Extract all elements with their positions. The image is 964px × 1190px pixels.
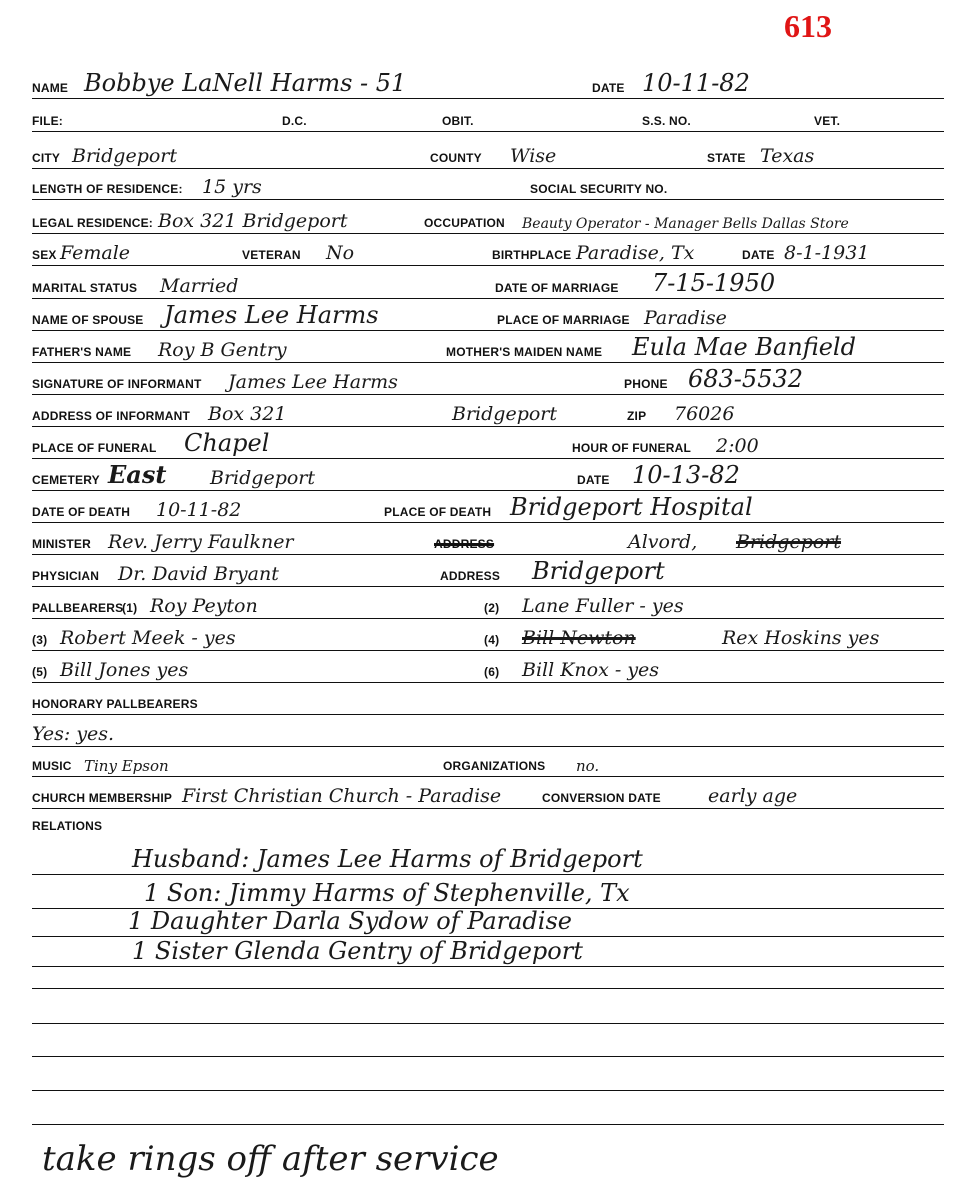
relation-entry: 1 Daughter Darla Sydow of Paradise	[128, 907, 572, 935]
date-of-death-value: 10-11-82	[156, 499, 242, 521]
pallbearer-5-label: (5)	[32, 665, 48, 679]
obit-label: OBIT.	[442, 114, 474, 128]
county-label: COUNTY	[430, 151, 482, 165]
birthplace-value: Paradise, Tx	[576, 242, 695, 264]
pallbearer-2-value: Lane Fuller - yes	[522, 595, 684, 617]
pallbearers-label: PALLBEARERS	[32, 601, 124, 615]
legal-residence-label: LEGAL RESIDENCE:	[32, 216, 153, 230]
date-label: DATE	[592, 81, 625, 95]
mothers-maiden-name-label: MOTHER'S MAIDEN NAME	[446, 345, 603, 359]
length-of-residence-value: 15 yrs	[202, 176, 262, 198]
birth-date-label: DATE	[742, 248, 775, 262]
physician-value: Dr. David Bryant	[118, 563, 279, 585]
conversion-date-label: CONVERSION DATE	[542, 791, 661, 805]
footer-note-row	[32, 1130, 944, 1180]
sex-row	[32, 237, 944, 266]
pallbearer-2-label: (2)	[484, 601, 500, 615]
minister-address-struck: Bridgeport	[736, 531, 842, 553]
page-number: 613	[784, 8, 832, 44]
cemetery-label: CEMETERY	[32, 473, 100, 487]
honorary-pallbearers-value-row	[32, 718, 944, 747]
place-of-funeral-label: PLACE OF FUNERAL	[32, 441, 157, 455]
blank-line	[32, 1062, 944, 1091]
church-row	[32, 780, 944, 809]
sex-label: SEX	[32, 248, 57, 262]
state-value: Texas	[760, 145, 815, 167]
relations-label: RELATIONS	[32, 819, 103, 833]
hour-of-funeral-label: HOUR OF FUNERAL	[572, 441, 691, 455]
length-of-residence-label: LENGTH OF RESIDENCE:	[32, 182, 183, 196]
music-label: MUSIC	[32, 759, 72, 773]
sex-value: Female	[60, 242, 131, 264]
organizations-label: ORGANIZATIONS	[443, 759, 546, 773]
physician-address-value: Bridgeport	[532, 557, 665, 585]
parents-row	[32, 334, 944, 363]
place-of-marriage-label: PLACE OF MARRIAGE	[497, 313, 630, 327]
place-of-death-label: PLACE OF DEATH	[384, 505, 492, 519]
blank-line	[32, 1096, 944, 1125]
pallbearers-row-3	[32, 654, 944, 683]
phone-value: 683-5532	[688, 365, 803, 393]
relation-entry: Husband: James Lee Harms of Bridgeport	[132, 845, 643, 873]
relation-line-2	[32, 878, 944, 909]
relations-row	[32, 808, 944, 836]
honorary-pallbearers-label: HONORARY PALLBEARERS	[32, 697, 198, 711]
church-membership-label: CHURCH MEMBERSHIP	[32, 791, 173, 805]
marital-row	[32, 270, 944, 299]
cemetery-date-label: DATE	[577, 473, 610, 487]
zip-value: 76026	[674, 403, 735, 425]
name-row	[32, 70, 944, 99]
state-label: STATE	[707, 151, 746, 165]
veteran-label: VETERAN	[242, 248, 301, 262]
pallbearer-6-label: (6)	[484, 665, 500, 679]
organizations-value: no.	[576, 757, 600, 775]
funeral-row	[32, 430, 944, 459]
place-of-death-value: Bridgeport Hospital	[510, 493, 753, 521]
name-of-spouse-value: James Lee Harms	[164, 301, 379, 329]
relation-line-3	[32, 908, 944, 937]
pallbearer-1-value: Roy Peyton	[150, 595, 258, 617]
date-of-death-label: DATE OF DEATH	[32, 505, 131, 519]
minister-address-label: ADDRESS	[434, 537, 495, 551]
informant-address-row	[32, 398, 944, 427]
minister-label: MINISTER	[32, 537, 91, 551]
cemetery-date-value: 10-13-82	[632, 461, 740, 489]
pallbearer-4-value: Rex Hoskins yes	[722, 627, 880, 649]
cemetery-row	[32, 462, 944, 491]
marital-status-label: MARITAL STATUS	[32, 281, 138, 295]
fathers-name-label: FATHER'S NAME	[32, 345, 132, 359]
church-membership-value: First Christian Church - Paradise	[182, 785, 502, 807]
music-value: Tiny Epson	[84, 757, 169, 775]
blank-line	[32, 1028, 944, 1057]
county-value: Wise	[510, 145, 557, 167]
birthplace-label: BIRTHPLACE	[492, 248, 572, 262]
pallbearer-3-label: (3)	[32, 633, 48, 647]
honorary-pallbearers-row	[32, 686, 944, 715]
signature-of-informant-value: James Lee Harms	[228, 371, 398, 393]
spouse-row	[32, 302, 944, 331]
minister-value: Rev. Jerry Faulkner	[108, 531, 294, 553]
legal-residence-value: Box 321 Bridgeport	[158, 210, 348, 232]
pallbearers-row-2	[32, 622, 944, 651]
address-of-informant-city: Bridgeport	[452, 403, 558, 425]
address-of-informant-label: ADDRESS OF INFORMANT	[32, 409, 190, 423]
social-security-label: SOCIAL SECURITY NO.	[530, 182, 668, 196]
birth-date-value: 8-1-1931	[784, 242, 870, 264]
occupation-value: Beauty Operator - Manager Bells Dallas Store	[522, 216, 849, 232]
pallbearer-6-value: Bill Knox - yes	[522, 659, 660, 681]
address-of-informant-box: Box 321	[208, 403, 287, 425]
veteran-value: No	[326, 242, 355, 264]
vet-label: VET.	[814, 114, 841, 128]
legal-residence-row	[32, 205, 944, 234]
relation-line-1	[32, 844, 944, 875]
pallbearer-4-label: (4)	[484, 633, 500, 647]
file-label: FILE:	[32, 114, 63, 128]
informant-row	[32, 366, 944, 395]
fathers-name-value: Roy B Gentry	[158, 339, 287, 361]
city-label: CITY	[32, 151, 61, 165]
date-of-marriage-value: 7-15-1950	[652, 269, 776, 297]
minister-row	[32, 526, 944, 555]
hour-of-funeral-value: 2:00	[716, 435, 759, 457]
cemetery-city: Bridgeport	[210, 467, 316, 489]
physician-address-label: ADDRESS	[440, 569, 501, 583]
signature-of-informant-label: SIGNATURE OF INFORMANT	[32, 377, 202, 391]
pallbearers-row-1	[32, 590, 944, 619]
city-value: Bridgeport	[72, 145, 178, 167]
physician-label: PHYSICIAN	[32, 569, 100, 583]
name-label: NAME	[32, 81, 69, 95]
occupation-label: OCCUPATION	[424, 216, 505, 230]
mothers-maiden-name-value: Eula Mae Banfield	[632, 333, 856, 361]
residence-length-row	[32, 171, 944, 200]
pallbearer-3-value: Robert Meek - yes	[60, 627, 236, 649]
date-of-marriage-label: DATE OF MARRIAGE	[495, 281, 619, 295]
honorary-pallbearers-value: Yes: yes.	[32, 723, 115, 745]
place-of-funeral-value: Chapel	[184, 429, 270, 457]
pallbearer-4-struck: Bill Newton	[522, 627, 636, 649]
conversion-date-value: early age	[708, 785, 798, 807]
marital-status-value: Married	[160, 275, 239, 297]
place-of-marriage-value: Paradise	[644, 307, 727, 329]
file-row	[32, 103, 944, 132]
name-value: Bobbye LaNell Harms - 51	[84, 69, 407, 97]
phone-label: PHONE	[624, 377, 668, 391]
blank-line	[32, 960, 944, 989]
death-row	[32, 494, 944, 523]
minister-address-value: Alvord,	[628, 531, 698, 553]
pallbearer-1-label: (1)	[122, 601, 138, 615]
name-of-spouse-label: NAME OF SPOUSE	[32, 313, 144, 327]
dc-label: D.C.	[282, 114, 307, 128]
footer-note: take rings off after service	[42, 1139, 499, 1179]
relation-entry: 1 Son: Jimmy Harms of Stephenville, Tx	[144, 879, 630, 907]
cemetery-east: East	[108, 460, 167, 489]
date-value: 10-11-82	[642, 69, 750, 97]
city-row	[32, 140, 944, 169]
music-row	[32, 748, 944, 777]
blank-line	[32, 995, 944, 1024]
pallbearer-5-value: Bill Jones yes	[60, 659, 189, 681]
zip-label: ZIP	[627, 409, 647, 423]
relation-entry: 1 Sister Glenda Gentry of Bridgeport	[132, 937, 583, 965]
physician-row	[32, 558, 944, 587]
ss-no-label: S.S. NO.	[642, 114, 691, 128]
